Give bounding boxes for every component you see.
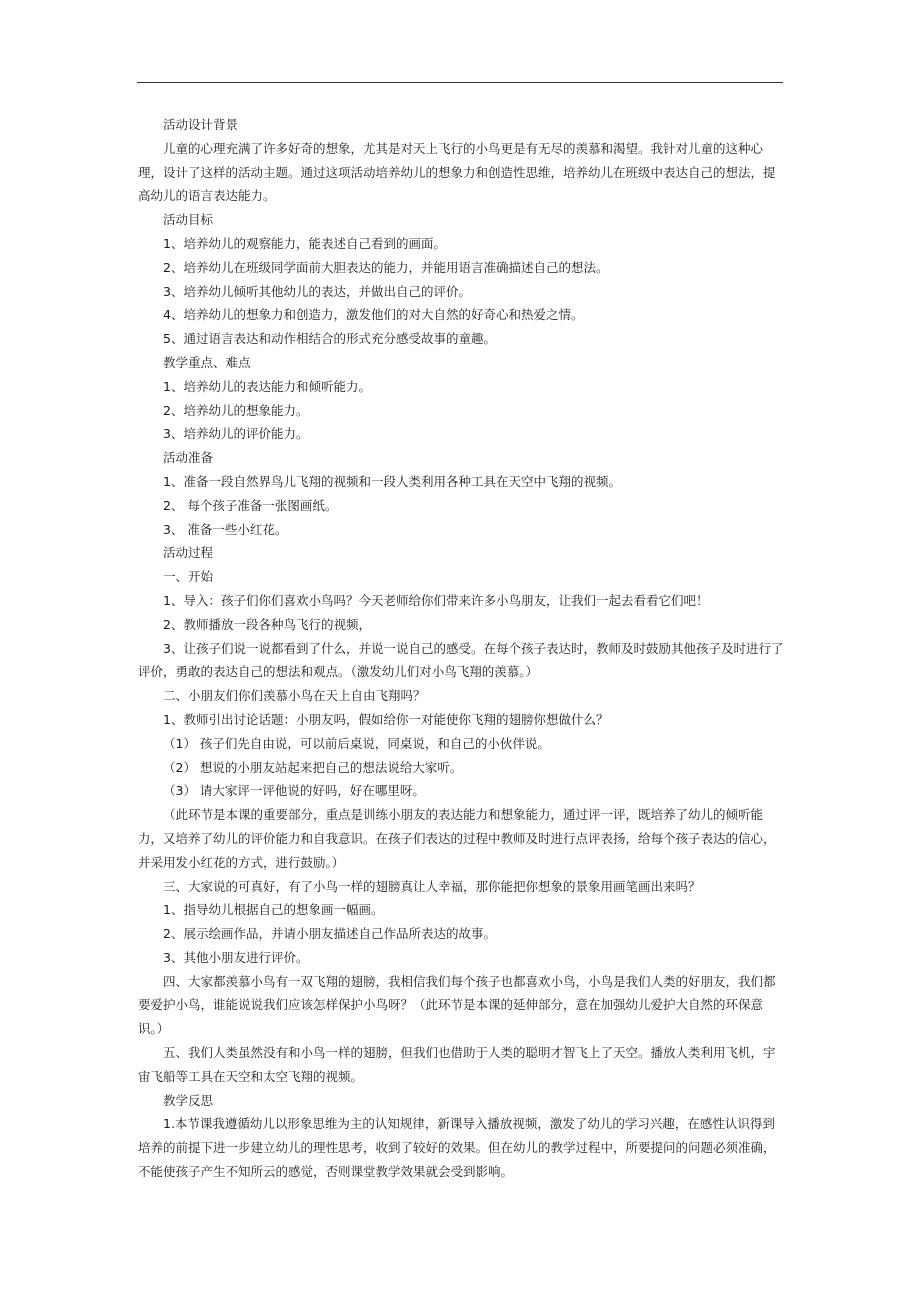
heading-key-points: 教学重点、难点 [163,354,251,370]
list-item: 5、通过语言表达和动作相结合的形式充分感受故事的童趣。 [163,331,496,347]
list-item: 2、培养幼儿的想象能力。 [163,402,309,418]
heading-reflection: 教学反思 [163,1092,214,1108]
paragraph: 儿童的心理充满了许多好奇的想象，尤其是对天上飞行的小鸟更是有无尽的羡慕和渴望。我针对儿童的这种心理，设计了这样的活动主题。通过这项活动培养幼儿的想象力和创造性思维，培养幼儿在班级中表达自己的想法，提高幼儿的语言表达能力。 [138,140,776,204]
list-item: 1、导入：孩子们你们喜欢小鸟吗？今天老师给你们带来许多小鸟朋友，让我们一起去看看它们吧！ [163,592,709,608]
list-item: 1、准备一段自然界鸟儿飞翔的视频和一段人类利用各种工具在天空中飞翔的视频。 [163,473,621,489]
heading-preparation: 活动准备 [163,450,214,466]
list-item: 3、其他小朋友进行评价。 [163,949,309,965]
section-heading: 一、开始 [163,569,214,585]
list-item: 3、 准备一些小红花。 [163,521,288,537]
list-item: 2、 每个孩子准备一张图画纸。 [163,497,338,513]
list-item: 3、培养幼儿的评价能力。 [163,426,309,442]
list-item: 1、培养幼儿的表达能力和倾听能力。 [163,378,371,394]
sub-item: （1） 孩子们先自由说，可以前后桌说，同桌说，和自己的小伙伴说。 [163,735,550,751]
sub-item: （3） 请大家评一评他说的好吗，好在哪里呀。 [163,783,425,799]
list-item: 1、指导幼儿根据自己的想象画一幅画。 [163,902,384,918]
list-item: 3、让孩子们说一说都看到了什么，并说一说自己的感受。在每个孩子表达时，教师及时鼓励其他孩子及时进行了评价，勇敢的表达自己的想法和观点。（激发幼儿们对小鸟飞翔的羡慕。） [138,640,784,680]
list-item: 2、培养幼儿在班级同学面前大胆表达的能力，并能用语言准确描述自己的想法。 [163,259,609,275]
document-body [138,113,784,1184]
heading-goals: 活动目标 [163,212,214,228]
list-item: 2、展示绘画作品，并请小朋友描述自己作品所表达的故事。 [163,926,496,942]
list-item: 3、培养幼儿倾听其他幼儿的表达，并做出自己的评价。 [163,283,471,299]
heading-process: 活动过程 [163,545,214,561]
sub-item: （2） 想说的小朋友站起来把自己的想法说给大家听。 [163,759,463,775]
list-item: 2、教师播放一段各种鸟飞行的视频， [163,616,371,632]
section-heading: 二、小朋友们你们羡慕小鸟在天上自由飞翔吗？ [163,688,426,704]
list-item: 4、培养幼儿的想象力和创造力，激发他们的对大自然的好奇心和热爱之情。 [163,307,584,323]
section-heading: 三、大家说的可真好，有了小鸟一样的翅膀真让人幸福，那你能把你想象的景象用画笔画出来吗？ [163,878,701,894]
list-item: 1、培养幼儿的观察能力，能表述自己看到的画面。 [163,235,446,251]
reflection-paragraph: 1.本节课我遵循幼儿以形象思维为主的认知规律，新课导入播放视频，激发了幼儿的学习兴趣，在感性认识得到培养的前提下进一步建立幼儿的理性思考，收到了较好的效果。但在幼儿的教学过程中，所要提问的问题必须准确，不能使孩子产生不知所云的感觉，否则课堂教学效果就会受到影响。 [138,1116,776,1180]
list-item: 1、教师引出讨论话题：小朋友吗，假如给你一对能使你飞翔的翅膀你想做什么？ [163,711,609,727]
section-paragraph: 四、大家都羡慕小鸟有一双飞翔的翅膀，我相信我们每个孩子也都喜欢小鸟，小鸟是我们人类的好朋友，我们都要爱护小鸟，谁能说说我们应该怎样保护小鸟呀？（此环节是本课的延伸部分，意在加强幼儿爱护大自然的环保意识。） [138,973,776,1037]
section-paragraph: 五、我们人类虽然没有和小鸟一样的翅膀，但我们也借助于人类的聪明才智飞上了天空。播放人类利用飞机，宇宙飞船等工具在天空和太空飞翔的视频。 [138,1045,776,1084]
heading-background: 活动设计背景 [163,117,239,132]
note-paragraph: （此环节是本课的重要部分，重点是训练小朋友的表达能力和想象能力，通过评一评，既培养了幼儿的倾听能力，又培养了幼儿的评价能力和自我意识。在孩子们表达的过程中教师及时进行点评表扬，给每个孩子表达的信心，并采用发小红花的方式，进行鼓励。） [138,807,776,870]
header-rule [137,82,783,83]
